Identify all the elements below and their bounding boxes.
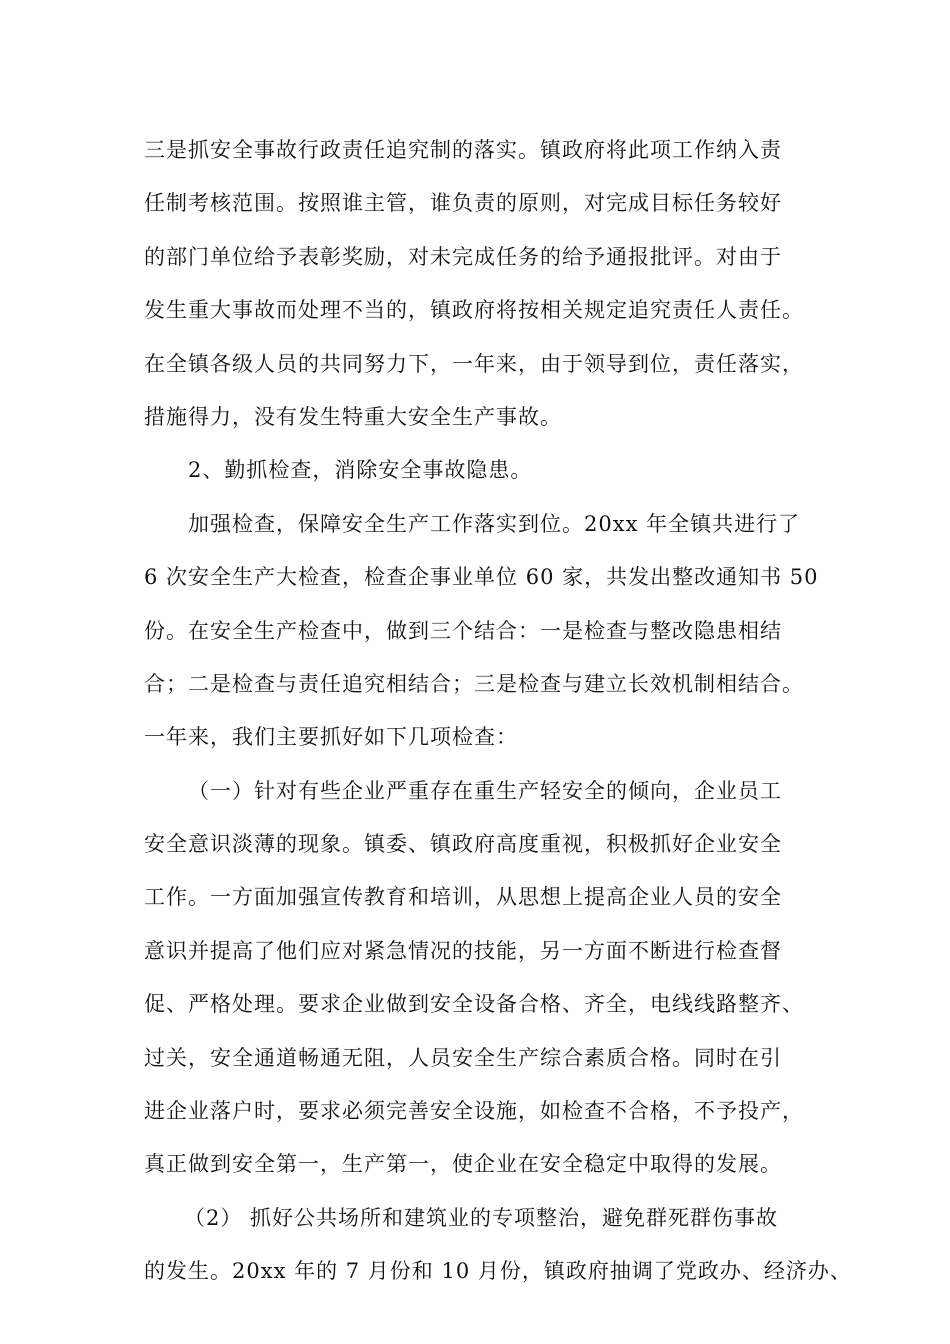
paragraph-line: 发生重大事故而处理不当的，镇政府将按相关规定追究责任人责任。: [144, 298, 804, 323]
paragraph-line: （2） 抓好公共场所和建筑业的专项整治，避免群死群伤事故: [184, 1205, 779, 1230]
paragraph-line: 促、严格处理。要求企业做到安全设备合格、齐全，电线线路整齐、: [144, 992, 804, 1017]
paragraph-line: 的发生。20xx 年的 7 月份和 10 月份，镇政府抽调了党政办、经济办、: [144, 1259, 852, 1284]
paragraph-line: 工作。一方面加强宣传教育和培训，从思想上提高企业人员的安全: [144, 885, 782, 910]
paragraph-line: 意识并提高了他们应对紧急情况的技能，另一方面不断进行检查督: [144, 938, 782, 963]
paragraph-line: 一年来，我们主要抓好如下几项检查：: [144, 725, 518, 750]
paragraph-line: 任制考核范围。按照谁主管，谁负责的原则，对完成目标任务较好: [144, 191, 782, 216]
paragraph-line: 加强检查，保障安全生产工作落实到位。20xx 年全镇共进行了: [188, 511, 801, 536]
paragraph-line: 三是抓安全事故行政责任追究制的落实。镇政府将此项工作纳入责: [144, 138, 782, 162]
paragraph-line: 合；二是检查与责任追究相结合；三是检查与建立长效机制相结合。: [144, 671, 804, 696]
paragraph-line: 的部门单位给予表彰奖励，对未完成任务的给予通报批评。对由于: [144, 244, 782, 269]
paragraph-line: 措施得力，没有发生特重大安全生产事故。: [144, 404, 562, 429]
paragraph-line: 份。在安全生产检查中，做到三个结合：一是检查与整改隐患相结: [144, 618, 782, 643]
document-body: [144, 124, 852, 1299]
paragraph-line: 在全镇各级人员的共同努力下，一年来，由于领导到位，责任落实，: [144, 351, 804, 376]
paragraph-line: 进企业落户时，要求必须完善安全设施，如检查不合格，不予投产，: [144, 1099, 804, 1124]
paragraph-line: 6 次安全生产大检查，检查企事业单位 60 家，共发出整改通知书 50: [144, 565, 819, 590]
paragraph-line: （一）针对有些企业严重存在重生产轻安全的倾向，企业员工: [188, 778, 782, 803]
paragraph-line: 过关，安全通道畅通无阻，人员安全生产综合素质合格。同时在引: [144, 1045, 782, 1070]
paragraph-line: 安全意识淡薄的现象。镇委、镇政府高度重视，积极抓好企业安全: [144, 832, 782, 857]
paragraph-line: 真正做到安全第一，生产第一，使企业在安全稳定中取得的发展。: [144, 1152, 782, 1177]
section-heading: 2、勤抓检查，消除安全事故隐患。: [188, 458, 533, 483]
